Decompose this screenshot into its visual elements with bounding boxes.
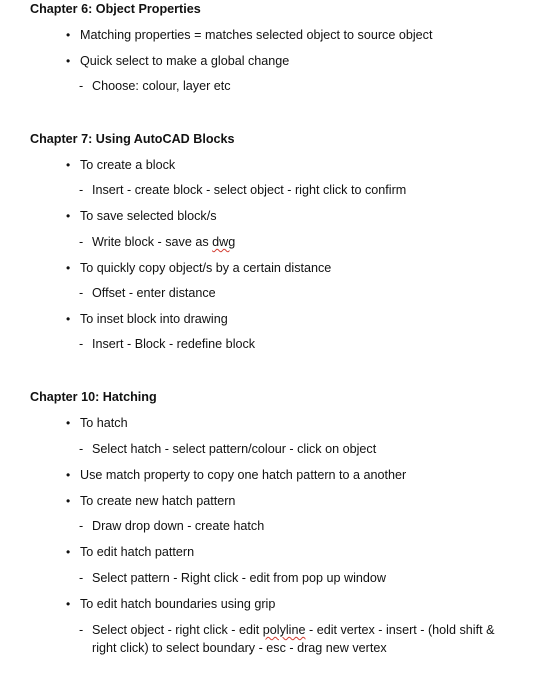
chapter-10-bullet-3: [66, 493, 235, 509]
dash-icon: -: [79, 79, 84, 93]
chapter-6-bullet-2: [66, 53, 289, 69]
bullet-text: To edit hatch boundaries using grip: [80, 597, 276, 611]
bullet-icon: •: [66, 494, 71, 508]
dash-icon: -: [79, 235, 84, 249]
bullet-icon: •: [66, 158, 71, 172]
bullet-icon: •: [66, 468, 71, 482]
dash-icon: -: [79, 519, 84, 533]
spelling-flagged-word: polyline: [262, 623, 306, 637]
chapter-6-title: Chapter 6: Object Properties: [30, 2, 201, 16]
spelling-flagged-word: dwg: [212, 235, 236, 249]
sub-text-start: Write block - save as: [92, 235, 213, 249]
chapter-7-bullet-1: [66, 157, 175, 173]
chapter-7-sub-3: [79, 284, 216, 302]
bullet-text: To hatch: [80, 416, 128, 430]
chapter-10-bullet-5: [66, 596, 275, 612]
sub-text-start: Select object - right click - edit: [92, 623, 263, 637]
bullet-icon: •: [66, 416, 71, 430]
sub-text: Select hatch - select pattern/colour - click on object: [92, 442, 377, 456]
chapter-10-sub-4: [79, 569, 386, 587]
bullet-text: To save selected block/s: [80, 209, 217, 223]
chapter-7-bullet-2: [66, 208, 217, 224]
sub-text: Insert - create block - select object - right click to confirm: [92, 183, 407, 197]
chapter-6-bullet-1: [66, 27, 432, 43]
chapter-7-sub-4: [79, 335, 255, 353]
dash-icon: -: [79, 337, 84, 351]
chapter-7-bullet-4: [66, 311, 228, 327]
sub-text: Insert - Block - redefine block: [92, 337, 256, 351]
chapter-10-title: Chapter 10: Hatching: [30, 390, 157, 404]
bullet-text: Matching properties = matches selected object to source object: [80, 28, 433, 42]
bullet-text: Quick select to make a global change: [80, 54, 290, 68]
bullet-icon: •: [66, 312, 71, 326]
chapter-7-sub-2: [79, 233, 235, 251]
chapter-7-title: Chapter 7: Using AutoCAD Blocks: [30, 132, 235, 146]
chapter-10-sub-1: [79, 440, 376, 458]
dash-icon: -: [79, 571, 84, 585]
bullet-icon: •: [66, 28, 71, 42]
bullet-text: To create a block: [80, 158, 176, 172]
chapter-10-sub-3: [79, 517, 264, 535]
chapter-10-bullet-2: [66, 467, 406, 483]
chapter-7-bullet-3: [66, 260, 331, 276]
bullet-icon: •: [66, 597, 71, 611]
sub-text: [92, 233, 235, 251]
sub-text: Select pattern - Right click - edit from pop up window: [92, 571, 386, 585]
dash-icon: -: [79, 442, 84, 456]
sub-text: [92, 621, 502, 657]
chapter-6-sub-1: [79, 77, 231, 95]
bullet-text: To quickly copy object/s by a certain distance: [80, 261, 332, 275]
sub-text: Offset - enter distance: [92, 286, 216, 300]
bullet-text: Use match property to copy one hatch pattern to a another: [80, 468, 407, 482]
bullet-icon: •: [66, 209, 71, 223]
bullet-icon: •: [66, 54, 71, 68]
bullet-icon: •: [66, 545, 71, 559]
bullet-text: To inset block into drawing: [80, 312, 228, 326]
chapter-10-sub-5: [79, 621, 502, 657]
chapter-10-bullet-4: [66, 544, 194, 560]
sub-text: Choose: colour, layer etc: [92, 79, 231, 93]
dash-icon: -: [79, 183, 84, 197]
bullet-text: To edit hatch pattern: [80, 545, 195, 559]
bullet-icon: •: [66, 261, 71, 275]
bullet-text: To create new hatch pattern: [80, 494, 236, 508]
sub-text: Draw drop down - create hatch: [92, 519, 265, 533]
dash-icon: -: [79, 623, 84, 637]
chapter-10-bullet-1: [66, 415, 128, 431]
chapter-7-sub-1: [79, 181, 406, 199]
sub-text-end: - edit vertex - insert - (hold shift & right click) to select boundary - esc - drag new vertex: [92, 623, 495, 655]
dash-icon: -: [79, 286, 84, 300]
